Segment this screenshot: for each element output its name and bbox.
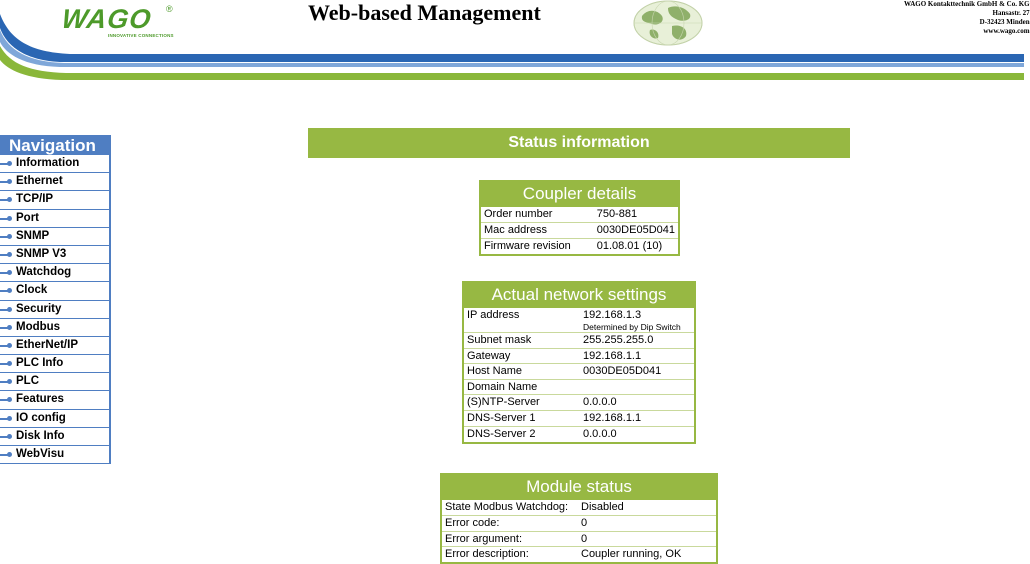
network-settings-panel bbox=[462, 281, 696, 444]
row-label: Domain Name bbox=[464, 379, 580, 395]
bullet-icon bbox=[0, 272, 11, 274]
table-row bbox=[464, 308, 694, 333]
table-row bbox=[464, 426, 694, 442]
nav-item-clock[interactable] bbox=[0, 282, 109, 300]
row-value: 0030DE05D041 bbox=[594, 223, 678, 239]
row-label: Order number bbox=[484, 208, 553, 220]
bullet-icon bbox=[0, 345, 11, 347]
nav-item-label: SNMP V3 bbox=[16, 247, 67, 260]
nav-item-information[interactable] bbox=[0, 155, 109, 173]
bullet-icon bbox=[0, 436, 11, 438]
module-status-panel bbox=[440, 473, 718, 564]
nav-item-label: SNMP bbox=[16, 229, 50, 242]
nav-item-label: Information bbox=[16, 157, 80, 169]
row-label: Error description: bbox=[442, 547, 578, 563]
network-settings-table bbox=[464, 308, 694, 442]
nav-item-ethernet-ip[interactable] bbox=[0, 337, 109, 355]
bullet-icon bbox=[0, 363, 11, 365]
nav-item-label: Ethernet bbox=[16, 175, 63, 188]
bullet-icon bbox=[0, 199, 11, 201]
bullet-icon bbox=[0, 290, 11, 292]
bullet-icon bbox=[0, 454, 11, 456]
globe-icon bbox=[632, 0, 704, 46]
row-value: 0.0.0.0 bbox=[580, 395, 694, 411]
bullet-icon bbox=[0, 218, 11, 220]
address-line: Hansastr. 27 bbox=[992, 9, 1030, 17]
table-row bbox=[481, 238, 678, 254]
row-label: Error argument: bbox=[442, 531, 578, 547]
row-value-cell bbox=[580, 308, 694, 333]
table-row bbox=[464, 364, 694, 380]
nav-item-ethernet[interactable] bbox=[0, 173, 109, 191]
panel-title: Actual network settings bbox=[491, 285, 667, 304]
page-heading: Status information bbox=[308, 128, 850, 158]
panel-title: Module status bbox=[526, 477, 632, 496]
nav-item-label: PLC Info bbox=[16, 357, 64, 370]
company-address bbox=[904, 0, 1030, 36]
bullet-icon bbox=[0, 399, 11, 401]
nav-item-tcpip[interactable] bbox=[0, 191, 109, 209]
navigation-list bbox=[0, 155, 109, 464]
row-value bbox=[580, 379, 694, 395]
table-row bbox=[464, 348, 694, 364]
row-value: Coupler running, OK bbox=[578, 547, 716, 563]
bullet-icon bbox=[0, 254, 11, 256]
row-label: (S)NTP-Server bbox=[464, 395, 580, 411]
nav-item-webvisu[interactable] bbox=[0, 446, 109, 464]
panel-title: Coupler details bbox=[522, 184, 637, 203]
nav-item-label: Watchdog bbox=[16, 266, 72, 279]
wago-logo bbox=[59, 4, 180, 40]
table-row bbox=[464, 395, 694, 411]
row-value: 192.168.1.1 bbox=[580, 410, 694, 426]
nav-item-label: Port bbox=[16, 211, 39, 224]
nav-item-label: IO config bbox=[16, 411, 66, 424]
ip-source-note: Determined by Dip Switch bbox=[583, 322, 681, 332]
nav-item-label: Features bbox=[16, 393, 64, 406]
table-row bbox=[442, 516, 716, 532]
row-label: Error code: bbox=[442, 516, 578, 532]
page-header bbox=[0, 0, 1030, 90]
row-label: Subnet mask bbox=[464, 333, 580, 349]
nav-item-label: Security bbox=[16, 302, 62, 315]
table-row bbox=[481, 207, 678, 223]
nav-item-label: Disk Info bbox=[16, 429, 65, 442]
table-row bbox=[442, 531, 716, 547]
row-value: 0 bbox=[578, 516, 716, 532]
row-value: 01.08.01 (10) bbox=[594, 238, 678, 254]
bullet-icon bbox=[0, 236, 11, 238]
table-row bbox=[481, 223, 678, 239]
address-line: WAGO Kontakttechnik GmbH & Co. KG bbox=[904, 0, 1030, 8]
nav-item-label: Modbus bbox=[16, 320, 61, 333]
navigation-title: Navigation bbox=[0, 135, 109, 155]
row-label: DNS-Server 1 bbox=[464, 410, 580, 426]
nav-item-label: Clock bbox=[16, 284, 48, 297]
module-status-table bbox=[442, 500, 716, 562]
row-label: Mac address bbox=[481, 223, 594, 239]
nav-item-modbus[interactable] bbox=[0, 319, 109, 337]
row-value: 192.168.1.1 bbox=[580, 348, 694, 364]
table-row bbox=[464, 333, 694, 349]
row-value: 0.0.0.0 bbox=[580, 426, 694, 442]
nav-item-label: WebVisu bbox=[16, 448, 65, 460]
bullet-icon bbox=[0, 309, 11, 311]
row-value: 192.168.1.3 bbox=[583, 309, 642, 321]
bullet-icon bbox=[0, 163, 11, 165]
coupler-details-panel bbox=[479, 180, 680, 256]
row-label: DNS-Server 2 bbox=[464, 426, 580, 442]
row-label: IP address bbox=[467, 309, 520, 321]
nav-item-snmp-v3[interactable] bbox=[0, 246, 109, 264]
row-label: Gateway bbox=[464, 348, 580, 364]
site-title: Web-based Management bbox=[308, 0, 541, 25]
logo-registered-mark: ® bbox=[166, 4, 173, 14]
address-line[interactable]: www.wago.com bbox=[983, 27, 1030, 35]
logo-text: WAGO bbox=[59, 4, 154, 34]
nav-item-plc[interactable] bbox=[0, 373, 109, 391]
nav-item-plc-info[interactable] bbox=[0, 355, 109, 373]
table-row bbox=[464, 379, 694, 395]
navigation-menu bbox=[0, 135, 111, 464]
nav-item-security[interactable] bbox=[0, 301, 109, 319]
bullet-icon bbox=[0, 181, 11, 183]
table-row bbox=[442, 547, 716, 563]
nav-item-label: TCP/IP bbox=[16, 193, 54, 206]
bullet-icon bbox=[0, 418, 11, 420]
row-value: 0030DE05D041 bbox=[580, 364, 694, 380]
nav-item-features[interactable] bbox=[0, 391, 109, 409]
coupler-details-table bbox=[481, 207, 678, 254]
row-value: 750-881 bbox=[596, 208, 638, 220]
nav-item-label: EtherNet/IP bbox=[16, 338, 78, 351]
bullet-icon bbox=[0, 327, 11, 329]
row-value: Disabled bbox=[581, 501, 624, 513]
nav-item-disk-info[interactable] bbox=[0, 428, 109, 446]
row-label: Host Name bbox=[464, 364, 580, 380]
row-value: 255.255.255.0 bbox=[580, 333, 694, 349]
address-line: D-32423 Minden bbox=[979, 18, 1030, 26]
row-label: State Modbus Watchdog: bbox=[445, 501, 569, 513]
nav-item-label: PLC bbox=[16, 375, 39, 388]
nav-item-snmp[interactable] bbox=[0, 228, 109, 246]
table-row bbox=[442, 500, 716, 516]
nav-item-io-config[interactable] bbox=[0, 410, 109, 428]
nav-item-watchdog[interactable] bbox=[0, 264, 109, 282]
row-label: Firmware revision bbox=[481, 238, 594, 254]
row-value: 0 bbox=[578, 531, 716, 547]
nav-item-port[interactable] bbox=[0, 210, 109, 228]
bullet-icon bbox=[0, 381, 11, 383]
logo-tagline: INNOVATIVE CONNECTIONS bbox=[108, 33, 174, 38]
table-row bbox=[464, 410, 694, 426]
